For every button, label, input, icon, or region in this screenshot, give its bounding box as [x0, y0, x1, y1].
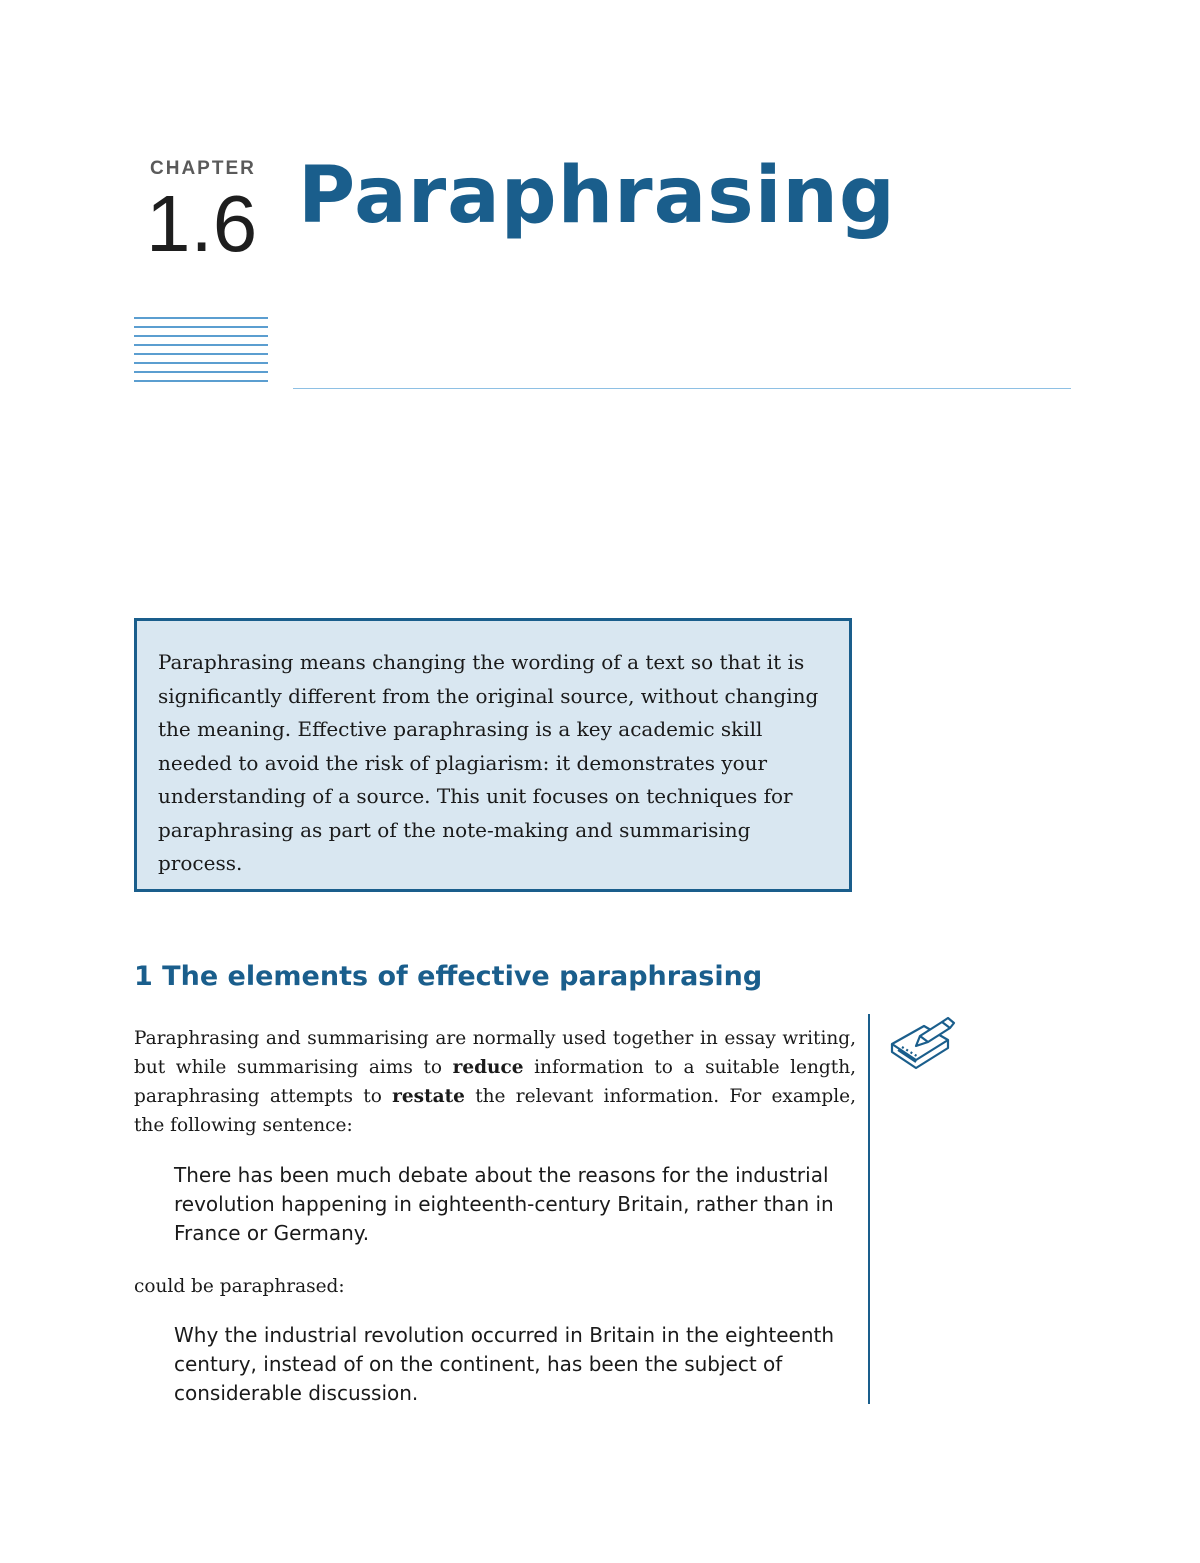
body-text-part: information to a suitable length, paraphrasing attempts to [134, 1057, 856, 1107]
decorative-rule-stack [134, 317, 268, 389]
body-emphasis: reduce [452, 1057, 524, 1078]
section-heading: 1 The elements of effective paraphrasing [134, 961, 763, 992]
header-divider [293, 388, 1071, 389]
intro-box [134, 618, 852, 892]
writing-task-icon [886, 1014, 956, 1070]
chapter-label: CHAPTER [150, 158, 256, 179]
quote-paraphrased: Why the industrial revolution occurred in Britain in the eighteenth century, instead of on the continent, has been the subject of considerable discussion. [174, 1323, 835, 1405]
quote-original: There has been much debate about the reasons for the industrial revolution happening in eighteenth-century Britain, rather than in France or Germany. [174, 1163, 834, 1245]
intro-text: Paraphrasing means changing the wording of a text so that it is significantly different from the original source, without changing the meaning. Effective paraphrasing is a key academic skill needed to avoid the risk of plagiarism: it demonstrates your understanding of a source. This unit focuses on techniques for paraphrasing as part of the note-making and summarising process. [158, 650, 819, 875]
body-paragraph [134, 1024, 856, 1140]
margin-rule [868, 1014, 870, 1404]
body-text-part: the relevant information. For example, the following sentence: [134, 1086, 856, 1136]
chapter-number: 1.6 [146, 179, 258, 268]
body-text-part: Paraphrasing and summarising are normally used together in essay writing, but while summarising aims to [134, 1028, 856, 1078]
transition-text: could be paraphrased: [134, 1276, 345, 1297]
body-emphasis: restate [392, 1086, 465, 1107]
chapter-title: Paraphrasing [298, 151, 896, 241]
